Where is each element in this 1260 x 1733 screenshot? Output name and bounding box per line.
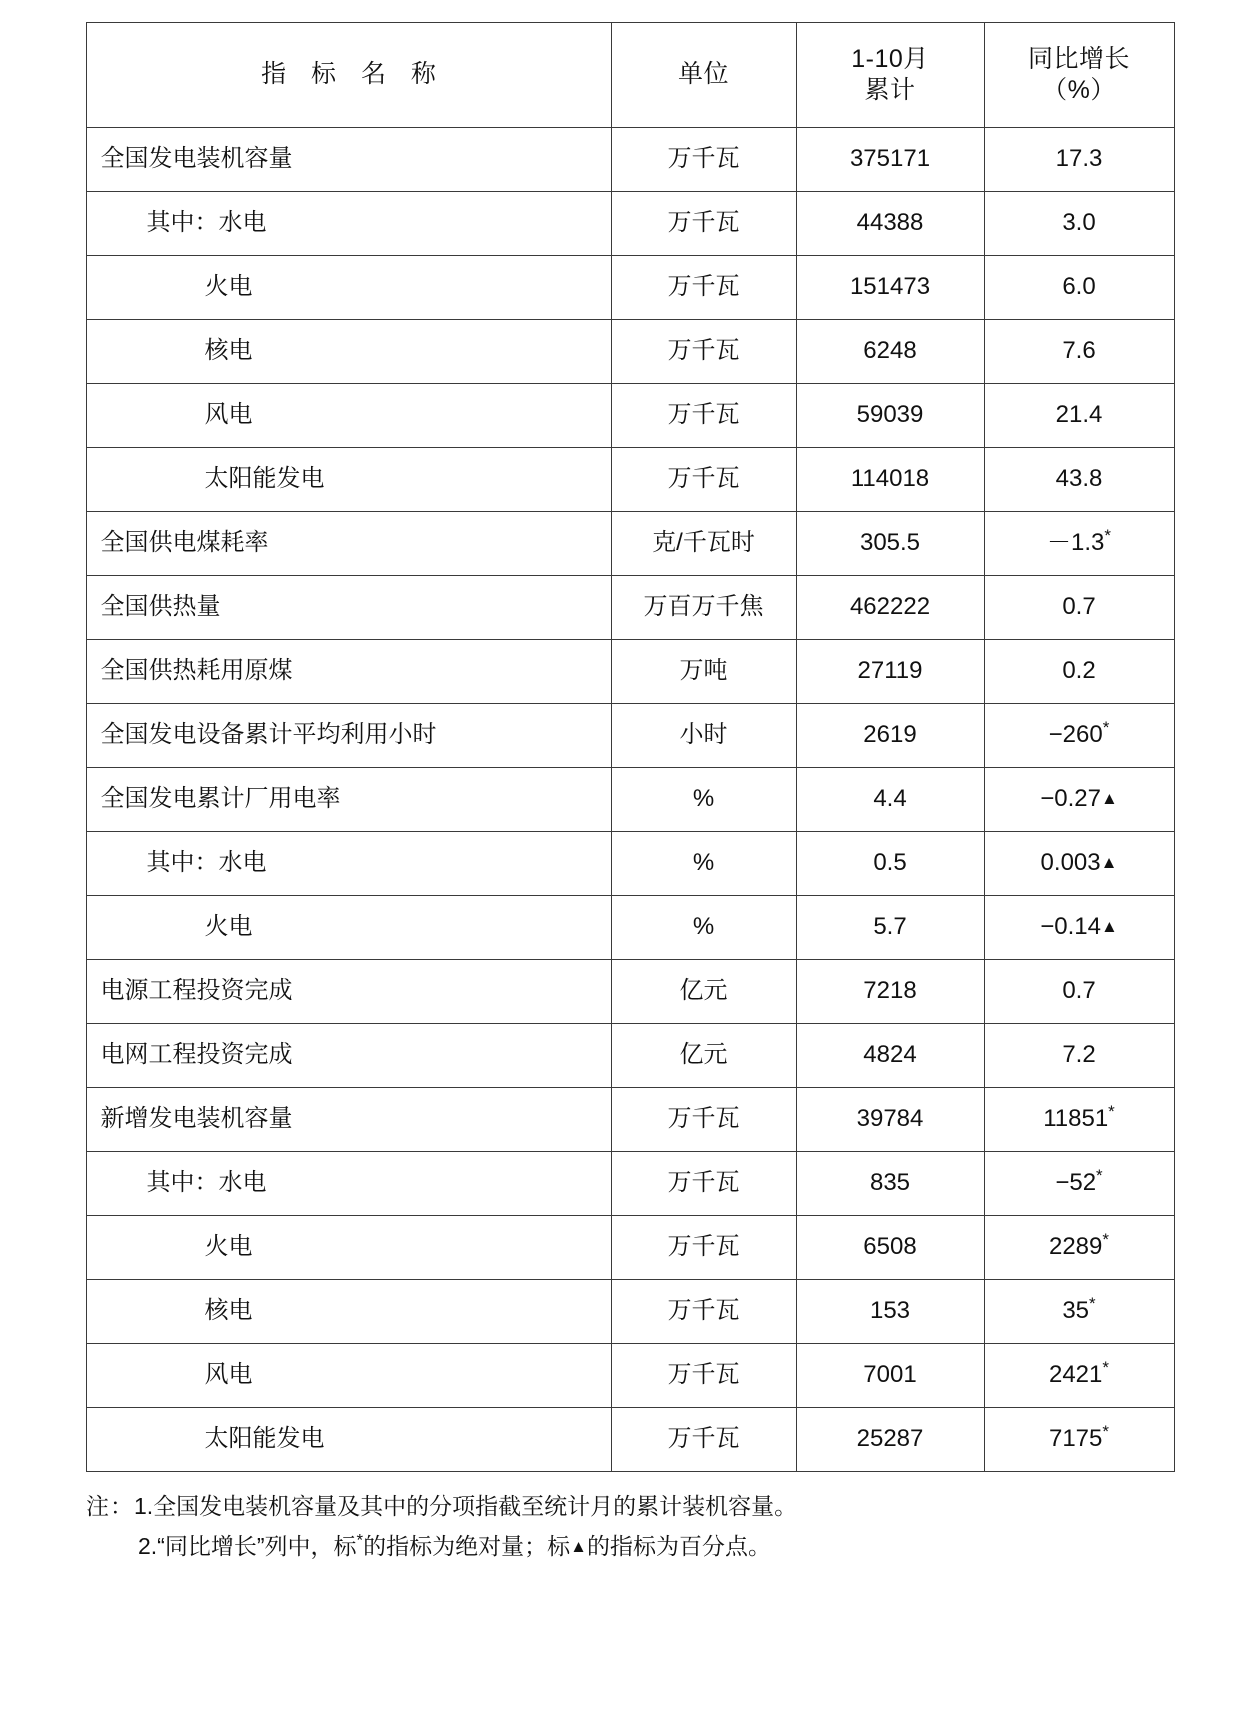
- cell-yoy-growth: [984, 768, 1174, 832]
- table-header-row: [86, 23, 1174, 128]
- cell-indicator-name: 火电: [86, 1216, 611, 1280]
- cell-yoy-growth: [984, 704, 1174, 768]
- cell-yoy-growth: [984, 448, 1174, 512]
- cell-unit: 万千瓦: [611, 1344, 796, 1408]
- cell-cumulative-value: 7001: [796, 1344, 984, 1408]
- cell-unit: 克/千瓦时: [611, 512, 796, 576]
- cell-unit: 万吨: [611, 640, 796, 704]
- table-row: [86, 1024, 1174, 1088]
- cell-indicator-name: 核电: [86, 320, 611, 384]
- cell-cumulative-value: 6248: [796, 320, 984, 384]
- triangle-mark-icon: ▲: [1100, 853, 1118, 873]
- yoy-value: −260: [1048, 721, 1103, 749]
- cell-yoy-growth: [984, 960, 1174, 1024]
- yoy-value: 2421: [1048, 1361, 1103, 1389]
- cell-cumulative-value: 59039: [796, 384, 984, 448]
- yoy-value: 7175: [1048, 1425, 1103, 1453]
- table-row: [86, 1280, 1174, 1344]
- yoy-value: −0.14: [1040, 913, 1101, 941]
- asterisk-mark-icon: *: [1102, 1422, 1109, 1442]
- cell-unit: 万千瓦: [611, 1280, 796, 1344]
- power-statistics-table: [86, 22, 1175, 1472]
- cell-unit: %: [611, 768, 796, 832]
- yoy-value: 21.4: [1055, 401, 1103, 429]
- yoy-value: －1.3: [1047, 529, 1105, 557]
- cell-indicator-name: 核电: [86, 1280, 611, 1344]
- table-header: [86, 23, 1174, 128]
- notes-label: 注：: [86, 1493, 134, 1519]
- column-header-indicator-name: 指 标 名 称: [86, 23, 611, 128]
- cell-cumulative-value: 6508: [796, 1216, 984, 1280]
- yoy-value: 11851: [1043, 1105, 1109, 1133]
- column-header-cumulative-value: [796, 23, 984, 128]
- cell-yoy-growth: [984, 1152, 1174, 1216]
- column-header-cumulative-line1: 1-10月: [851, 44, 929, 73]
- cell-cumulative-value: 153: [796, 1280, 984, 1344]
- cell-unit: 万千瓦: [611, 1216, 796, 1280]
- cell-indicator-name: 其中：水电: [86, 192, 611, 256]
- cell-cumulative-value: 835: [796, 1152, 984, 1216]
- note-2-text-b: 的指标为绝对量；标: [363, 1533, 571, 1560]
- asterisk-mark-icon: *: [1102, 1230, 1109, 1250]
- cell-unit: 亿元: [611, 1024, 796, 1088]
- column-header-yoy-line1: 同比增长: [1027, 44, 1130, 73]
- table-row: [86, 448, 1174, 512]
- cell-yoy-growth: [984, 256, 1174, 320]
- cell-unit: 万千瓦: [611, 1088, 796, 1152]
- table-row: [86, 1216, 1174, 1280]
- cell-yoy-growth: [984, 192, 1174, 256]
- table-row: [86, 832, 1174, 896]
- table-row: [86, 384, 1174, 448]
- cell-indicator-name: 全国供电煤耗率: [86, 512, 611, 576]
- asterisk-mark-icon: *: [1108, 1102, 1115, 1122]
- cell-unit: 万千瓦: [611, 256, 796, 320]
- asterisk-mark-icon: *: [1102, 718, 1110, 738]
- cell-indicator-name: 全国发电装机容量: [86, 128, 611, 192]
- cell-unit: 万千瓦: [611, 1408, 796, 1472]
- yoy-value: 43.8: [1055, 465, 1103, 493]
- table-row: [86, 192, 1174, 256]
- asterisk-mark-icon: *: [356, 1530, 364, 1550]
- cell-indicator-name: 电网工程投资完成: [86, 1024, 611, 1088]
- cell-indicator-name: 其中：水电: [86, 1152, 611, 1216]
- column-header-yoy-growth: [984, 23, 1174, 128]
- table-row: [86, 1408, 1174, 1472]
- cell-unit: 万千瓦: [611, 384, 796, 448]
- column-header-cumulative-line2: 累计: [864, 76, 916, 104]
- yoy-value: −52: [1055, 1169, 1097, 1197]
- cell-yoy-growth: [984, 1280, 1174, 1344]
- triangle-mark-icon: ▲: [1100, 917, 1118, 937]
- table-row: [86, 512, 1174, 576]
- cell-cumulative-value: 7218: [796, 960, 984, 1024]
- cell-yoy-growth: [984, 320, 1174, 384]
- note-line-2: [86, 1526, 1174, 1566]
- cell-yoy-growth: [984, 1088, 1174, 1152]
- yoy-value: 0.2: [1062, 657, 1096, 685]
- cell-cumulative-value: 39784: [796, 1088, 984, 1152]
- cell-indicator-name: 太阳能发电: [86, 1408, 611, 1472]
- cell-cumulative-value: 151473: [796, 256, 984, 320]
- note-line-1: [86, 1486, 1174, 1526]
- cell-unit: 亿元: [611, 960, 796, 1024]
- cell-cumulative-value: 114018: [796, 448, 984, 512]
- column-header-yoy-line2: （%）: [1042, 76, 1116, 104]
- yoy-value: 2289: [1048, 1233, 1103, 1261]
- table-row: [86, 960, 1174, 1024]
- cell-indicator-name: 电源工程投资完成: [86, 960, 611, 1024]
- table-row: [86, 896, 1174, 960]
- cell-unit: 万千瓦: [611, 448, 796, 512]
- cell-indicator-name: 全国发电设备累计平均利用小时: [86, 704, 611, 768]
- cell-unit: 万千瓦: [611, 320, 796, 384]
- cell-yoy-growth: [984, 1024, 1174, 1088]
- yoy-value: 7.2: [1062, 1041, 1096, 1069]
- asterisk-mark-icon: *: [1102, 1358, 1109, 1378]
- cell-cumulative-value: 375171: [796, 128, 984, 192]
- cell-yoy-growth: [984, 1216, 1174, 1280]
- cell-cumulative-value: 5.7: [796, 896, 984, 960]
- note-2-text-c: 的指标为百分点。: [586, 1533, 771, 1560]
- cell-yoy-growth: [984, 1408, 1174, 1472]
- table-row: [86, 704, 1174, 768]
- yoy-value: 0.7: [1062, 977, 1096, 1005]
- table-row: [86, 1344, 1174, 1408]
- cell-yoy-growth: [984, 1344, 1174, 1408]
- cell-unit: 万千瓦: [611, 192, 796, 256]
- asterisk-mark-icon: *: [1089, 1294, 1096, 1314]
- cell-unit: 万百万千焦: [611, 576, 796, 640]
- yoy-value: 6.0: [1062, 273, 1096, 301]
- note-2-text-a: 2.“同比增长”列中，标: [138, 1533, 357, 1560]
- table-row: [86, 1152, 1174, 1216]
- triangle-mark-icon: ▲: [570, 1537, 587, 1557]
- triangle-mark-icon: ▲: [1100, 789, 1118, 809]
- yoy-value: 0.7: [1062, 593, 1096, 621]
- cell-indicator-name: 全国发电累计厂用电率: [86, 768, 611, 832]
- yoy-value: 35: [1062, 1297, 1090, 1325]
- cell-indicator-name: 全国供热量: [86, 576, 611, 640]
- cell-yoy-growth: [984, 384, 1174, 448]
- cell-indicator-name: 全国供热耗用原煤: [86, 640, 611, 704]
- cell-yoy-growth: [984, 512, 1174, 576]
- cell-yoy-growth: [984, 128, 1174, 192]
- cell-indicator-name: 风电: [86, 384, 611, 448]
- table-body: [86, 128, 1174, 1472]
- cell-yoy-growth: [984, 640, 1174, 704]
- cell-indicator-name: 其中：水电: [86, 832, 611, 896]
- table-row: [86, 256, 1174, 320]
- cell-unit: %: [611, 832, 796, 896]
- cell-cumulative-value: 462222: [796, 576, 984, 640]
- cell-indicator-name: 风电: [86, 1344, 611, 1408]
- cell-unit: %: [611, 896, 796, 960]
- cell-unit: 万千瓦: [611, 1152, 796, 1216]
- cell-indicator-name: 火电: [86, 256, 611, 320]
- table-notes: [86, 1486, 1174, 1567]
- cell-unit: 万千瓦: [611, 128, 796, 192]
- table-row: [86, 1088, 1174, 1152]
- yoy-value: 17.3: [1055, 145, 1103, 173]
- table-row: [86, 768, 1174, 832]
- cell-cumulative-value: 2619: [796, 704, 984, 768]
- yoy-value: 7.6: [1062, 337, 1096, 365]
- cell-indicator-name: 新增发电装机容量: [86, 1088, 611, 1152]
- cell-yoy-growth: [984, 576, 1174, 640]
- table-row: [86, 576, 1174, 640]
- cell-cumulative-value: 4.4: [796, 768, 984, 832]
- table-row: [86, 320, 1174, 384]
- cell-yoy-growth: [984, 832, 1174, 896]
- cell-cumulative-value: 305.5: [796, 512, 984, 576]
- cell-unit: 小时: [611, 704, 796, 768]
- column-header-unit: 单位: [611, 23, 796, 128]
- cell-cumulative-value: 25287: [796, 1408, 984, 1472]
- asterisk-mark-icon: *: [1104, 526, 1111, 546]
- yoy-value: 3.0: [1062, 209, 1096, 237]
- cell-cumulative-value: 0.5: [796, 832, 984, 896]
- cell-indicator-name: 火电: [86, 896, 611, 960]
- cell-cumulative-value: 4824: [796, 1024, 984, 1088]
- cell-cumulative-value: 27119: [796, 640, 984, 704]
- yoy-value: −0.27: [1040, 785, 1101, 813]
- asterisk-mark-icon: *: [1096, 1166, 1103, 1186]
- cell-cumulative-value: 44388: [796, 192, 984, 256]
- table-row: [86, 128, 1174, 192]
- yoy-value: 0.003: [1040, 849, 1101, 877]
- note-1-text: 1.全国发电装机容量及其中的分项指截至统计月的累计装机容量。: [134, 1493, 798, 1519]
- cell-yoy-growth: [984, 896, 1174, 960]
- cell-indicator-name: 太阳能发电: [86, 448, 611, 512]
- table-row: [86, 640, 1174, 704]
